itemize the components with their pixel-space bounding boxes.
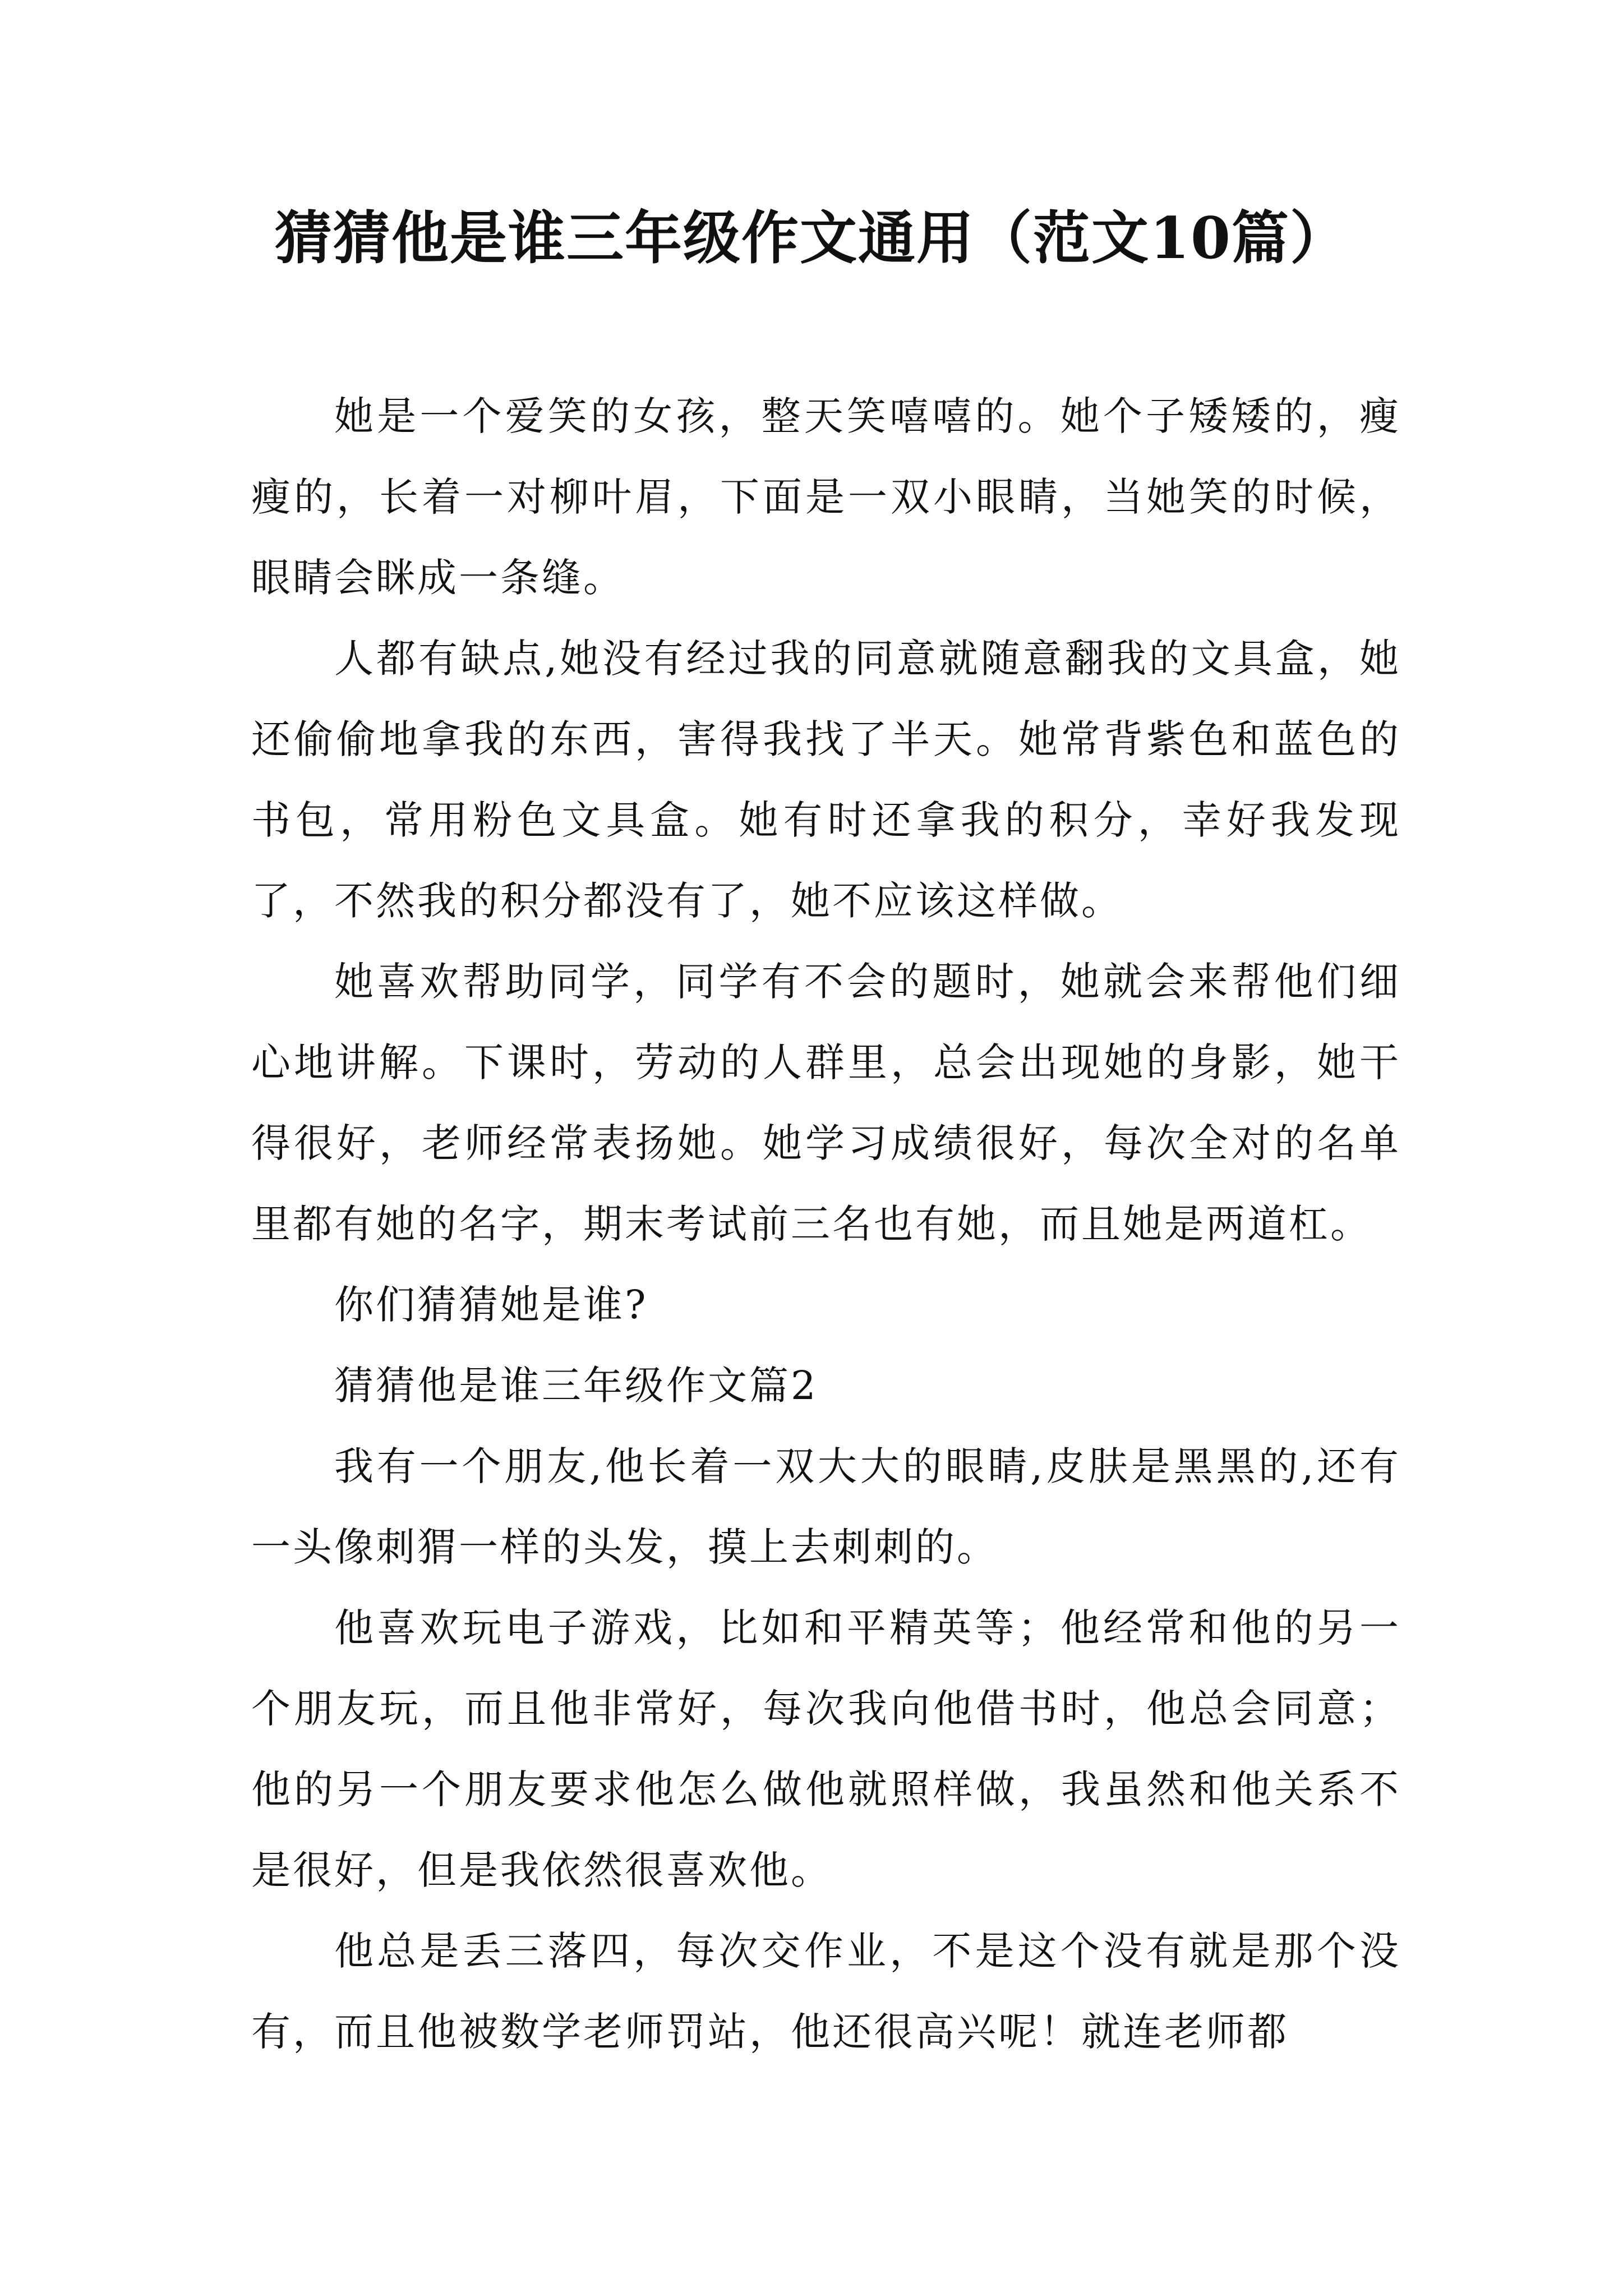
paragraph-1: 她是一个爱笑的女孩，整天笑嘻嘻的。她个子矮矮的，瘦瘦的，长着一对柳叶眉，下面是一双小眼睛，当她笑的时候，眼睛会眯成一条缝。	[251, 393, 1401, 601]
paragraph-3: 她喜欢帮助同学，同学有不会的题时，她就会来帮他们细心地讲解。下课时，劳动的人群里，总会出现她的身影，她干得很好，老师经常表扬她。她学习成绩很好，每次全对的名单里都有她的名字，期末考试前三名也有她，而且她是两道杠。	[251, 959, 1401, 1247]
section-heading-2: 猜猜他是谁三年级作文篇2	[334, 1363, 818, 1409]
paragraph-5: 我有一个朋友,他长着一双大大的眼睛,皮肤是黑黑的,还有一头像刺猬一样的头发，摸上去刺刺的。	[251, 1443, 1401, 1570]
paragraph-2: 人都有缺点,她没有经过我的同意就随意翻我的文具盒，她还偷偷地拿我的东西，害得我找了半天。她常背紫色和蓝色的书包，常用粉色文具盒。她有时还拿我的积分，幸好我发现了，不然我的积分都没有了，她不应该这样做。	[251, 636, 1401, 924]
paragraph-6: 他喜欢玩电子游戏，比如和平精英等；他经常和他的另一个朋友玩，而且他非常好，每次我向他借书时，他总会同意；他的另一个朋友要求他怎么做他就照样做，我虽然和他关系不是很好，但是我依然很喜欢他。	[251, 1605, 1401, 1893]
document-body	[251, 376, 1401, 2072]
paragraph-7: 他总是丢三落四，每次交作业，不是这个没有就是那个没有，而且他被数学老师罚站，他还很高兴呢！就连老师都	[251, 1928, 1401, 2055]
document-title: 猜猜他是谁三年级作文通用（范文10篇）	[275, 205, 1348, 272]
paragraph-4: 你们猜猜她是谁?	[334, 1282, 648, 1328]
